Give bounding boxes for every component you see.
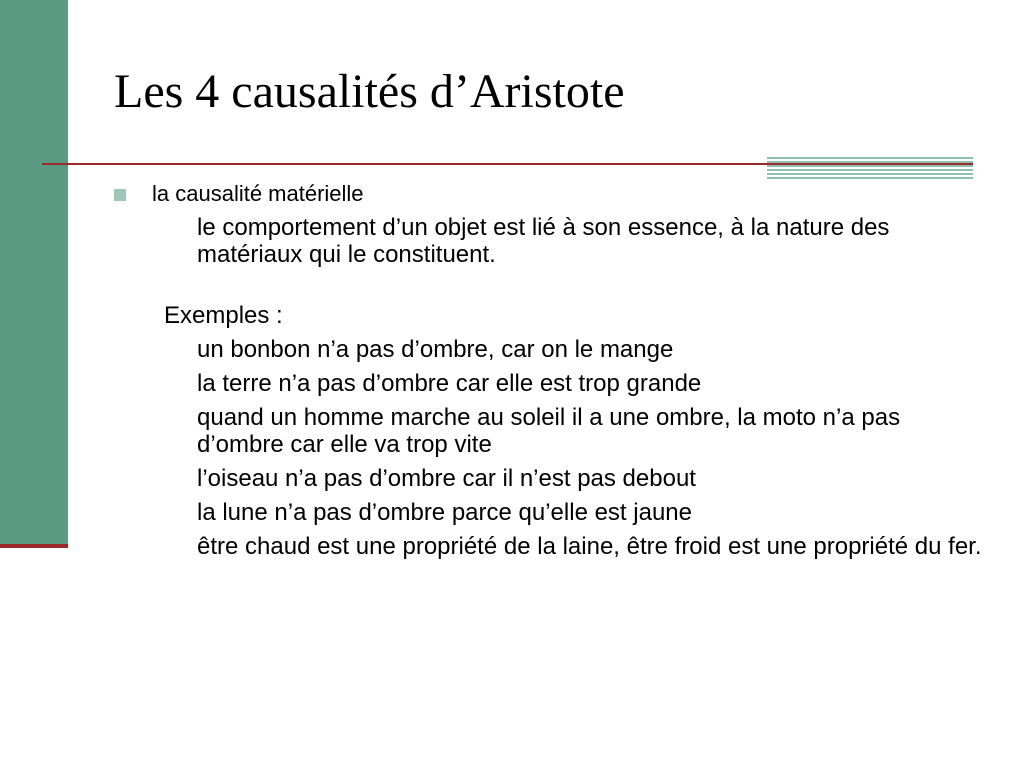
bullet-label: la causalité matérielle	[152, 181, 364, 206]
square-bullet-icon	[114, 189, 126, 201]
examples-label: Exemples :	[164, 302, 283, 329]
example-item: l’oiseau n’a pas d’ombre car il n’est pas debout	[197, 465, 696, 492]
accent-stripes	[767, 157, 973, 179]
example-item: la lune n’a pas d’ombre parce qu’elle est jaune	[197, 499, 692, 526]
example-item: quand un homme marche au soleil il a une ombre, la moto n’a pas d’ombre car elle va trop vite	[197, 404, 901, 458]
example-item: la terre n’a pas d’ombre car elle est trop grande	[197, 370, 702, 397]
bullet-item	[114, 180, 984, 208]
definition-text: le comportement d’un objet est lié à son essence, à la nature des matériaux qui le constituent.	[197, 214, 890, 268]
example-item: un bonbon n’a pas d’ombre, car on le mange	[197, 336, 674, 363]
sidebar-decoration	[0, 0, 68, 546]
sidebar-underline	[0, 544, 68, 548]
slide-title: Les 4 causalités d’Aristote	[114, 65, 625, 118]
slide-content	[114, 180, 984, 560]
example-item: être chaud est une propriété de la laine, être froid est une propriété du fer.	[197, 533, 982, 560]
